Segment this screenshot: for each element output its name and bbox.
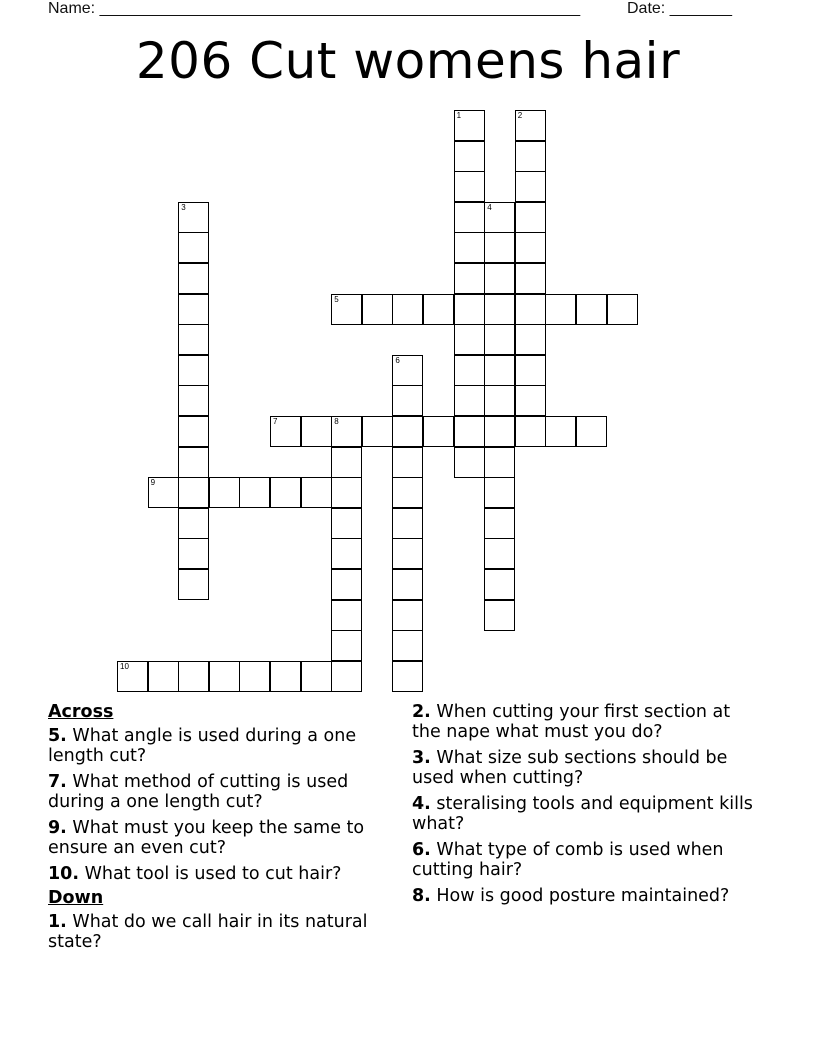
clue-text: How is good posture maintained? — [430, 886, 730, 906]
crossword-cell[interactable] — [331, 447, 362, 478]
crossword-cell[interactable] — [178, 538, 209, 569]
page-title: 206 Cut womens hair — [135, 32, 681, 90]
crossword-cell[interactable] — [178, 263, 209, 294]
clue-item — [48, 772, 393, 812]
crossword-cell[interactable] — [362, 294, 393, 325]
crossword-cell[interactable] — [178, 661, 209, 692]
crossword-cell[interactable] — [515, 355, 546, 386]
crossword-cell[interactable] — [117, 661, 148, 692]
crossword-cell[interactable] — [392, 477, 423, 508]
crossword-cell[interactable] — [454, 232, 485, 263]
clue-number-label: 6. — [412, 840, 431, 860]
crossword-cell[interactable] — [301, 416, 332, 447]
down-clue-list-right — [412, 702, 762, 906]
crossword-cell[interactable] — [454, 202, 485, 233]
crossword-cell[interactable] — [392, 538, 423, 569]
crossword-cell[interactable] — [545, 416, 576, 447]
crossword-cell[interactable] — [392, 416, 423, 447]
clue-item — [412, 794, 762, 834]
clue-number-label: 4. — [412, 794, 431, 814]
clue-number: 4 — [487, 202, 492, 212]
crossword-cell[interactable] — [484, 569, 515, 600]
down-clue-list-left — [48, 912, 393, 952]
crossword-cell[interactable] — [178, 324, 209, 355]
clue-number: 10 — [120, 661, 129, 671]
crossword-cell[interactable] — [515, 232, 546, 263]
crossword-cell[interactable] — [148, 477, 179, 508]
crossword-cell[interactable] — [178, 202, 209, 233]
crossword-cell[interactable] — [484, 416, 515, 447]
clue-text: steralising tools and equipment kills what? — [412, 794, 753, 834]
clue-item — [412, 702, 762, 742]
clues-left-column — [48, 702, 393, 958]
clue-number: 8 — [334, 417, 339, 426]
crossword-cell[interactable] — [331, 569, 362, 600]
clues-right-column — [412, 702, 762, 912]
crossword-cell[interactable] — [331, 477, 362, 508]
crossword-cell[interactable] — [178, 294, 209, 325]
crossword-cell[interactable] — [607, 294, 638, 325]
crossword-cell[interactable] — [178, 569, 209, 600]
clue-item — [48, 912, 393, 952]
clue-item — [48, 726, 393, 766]
crossword-cell[interactable] — [392, 630, 423, 661]
down-heading: Down — [48, 888, 104, 908]
clue-item — [412, 748, 762, 788]
crossword-cell[interactable] — [178, 416, 209, 447]
clue-text: What must you keep the same to ensure an even cut? — [48, 818, 365, 858]
crossword-cell[interactable] — [484, 232, 515, 263]
crossword-cell[interactable] — [148, 661, 179, 692]
clue-item — [48, 864, 393, 884]
crossword-cell[interactable] — [331, 294, 362, 325]
crossword-cell[interactable] — [484, 324, 515, 355]
clue-number: 7 — [273, 417, 278, 426]
crossword-cell[interactable] — [392, 447, 423, 478]
crossword-cell[interactable] — [392, 508, 423, 539]
crossword-cell[interactable] — [515, 324, 546, 355]
crossword-cell[interactable] — [484, 538, 515, 569]
crossword-cell[interactable] — [239, 661, 270, 692]
clue-number: 3 — [181, 202, 186, 212]
clue-text: What do we call hair in its natural state? — [48, 912, 368, 952]
crossword-cell[interactable] — [392, 385, 423, 416]
clue-text: What type of comb is used when cutting hair? — [412, 840, 724, 880]
clue-text: What tool is used to cut hair? — [79, 864, 342, 884]
crossword-cell[interactable] — [301, 477, 332, 508]
crossword-cell[interactable] — [331, 416, 362, 447]
clue-text: What size sub sections should be used when cutting? — [412, 748, 728, 788]
crossword-cell[interactable] — [454, 171, 485, 202]
crossword-cell[interactable] — [270, 661, 301, 692]
crossword-cell[interactable] — [423, 416, 454, 447]
clue-number-label: 8. — [412, 886, 431, 906]
clue-number: 5 — [334, 294, 339, 304]
crossword-cell[interactable] — [239, 477, 270, 508]
crossword-cell[interactable] — [454, 385, 485, 416]
clue-text: What method of cutting is used during a one length cut? — [48, 772, 349, 812]
crossword-cell[interactable] — [392, 294, 423, 325]
crossword-cell[interactable] — [454, 447, 485, 478]
crossword-cell[interactable] — [484, 600, 515, 631]
clue-number: 2 — [517, 111, 523, 120]
crossword-cell[interactable] — [392, 355, 423, 386]
crossword-cell[interactable] — [484, 355, 515, 386]
clue-text: What angle is used during a one length cut? — [48, 726, 357, 766]
crossword-cell[interactable] — [331, 538, 362, 569]
crossword-cell[interactable] — [454, 294, 485, 325]
across-clue-list — [48, 726, 393, 884]
crossword-cell[interactable] — [454, 324, 485, 355]
crossword-cell[interactable] — [484, 477, 515, 508]
crossword-cell[interactable] — [331, 508, 362, 539]
clue-text: When cutting your first section at the nape what must you do? — [412, 702, 731, 742]
clue-number-label: 3. — [412, 748, 431, 768]
crossword-cell[interactable] — [484, 263, 515, 294]
crossword-cell[interactable] — [423, 294, 454, 325]
clue-number-label: 2. — [412, 702, 431, 722]
crossword-cell[interactable] — [545, 294, 576, 325]
clue-number: 9 — [150, 478, 156, 488]
crossword-cell[interactable] — [178, 477, 209, 508]
crossword-cell[interactable] — [454, 416, 485, 447]
crossword-cell[interactable] — [178, 355, 209, 386]
crossword-cell[interactable] — [178, 232, 209, 263]
crossword-cell[interactable] — [362, 416, 393, 447]
crossword-cell[interactable] — [484, 385, 515, 416]
clue-number-label: 10. — [48, 864, 80, 884]
clue-item — [412, 840, 762, 880]
crossword-cell[interactable] — [576, 294, 607, 325]
crossword-cell[interactable] — [454, 141, 485, 172]
date-field-label: Date: _______ — [627, 0, 732, 17]
crossword-cell[interactable] — [484, 447, 515, 478]
crossword-cell[interactable] — [454, 355, 485, 386]
clue-item — [48, 818, 393, 858]
crossword-cell[interactable] — [331, 630, 362, 661]
crossword-cell[interactable] — [178, 447, 209, 478]
crossword-cell[interactable] — [331, 661, 362, 692]
crossword-cell[interactable] — [484, 508, 515, 539]
crossword-cell[interactable] — [576, 416, 607, 447]
crossword-cell[interactable] — [178, 385, 209, 416]
crossword-cell[interactable] — [454, 263, 485, 294]
crossword-cell[interactable] — [515, 171, 546, 202]
crossword-cell[interactable] — [454, 110, 485, 141]
crossword-cell[interactable] — [484, 294, 515, 325]
clue-number-label: 7. — [48, 772, 67, 792]
clue-item — [412, 886, 762, 906]
crossword-cell[interactable] — [484, 202, 515, 233]
crossword-cell[interactable] — [515, 416, 546, 447]
crossword-cell[interactable] — [515, 385, 546, 416]
clue-number-label: 5. — [48, 726, 67, 746]
clue-number-label: 1. — [48, 912, 67, 932]
crossword-cell[interactable] — [270, 477, 301, 508]
name-field-label: Name: ______________________________________________________ — [48, 0, 581, 17]
clue-number: 1 — [456, 111, 462, 120]
crossword-cell[interactable] — [392, 600, 423, 631]
crossword-cell[interactable] — [209, 477, 240, 508]
crossword-cell[interactable] — [270, 416, 301, 447]
crossword-cell[interactable] — [331, 600, 362, 631]
crossword-cell[interactable] — [392, 569, 423, 600]
clue-number-label: 9. — [48, 818, 67, 838]
across-heading: Across — [48, 702, 114, 722]
crossword-cell[interactable] — [515, 263, 546, 294]
crossword-cell[interactable] — [301, 661, 332, 692]
crossword-cell[interactable] — [515, 110, 546, 141]
clue-number: 6 — [395, 355, 400, 365]
crossword-cell[interactable] — [209, 661, 240, 692]
crossword-cell[interactable] — [392, 661, 423, 692]
crossword-cell[interactable] — [515, 202, 546, 233]
crossword-cell[interactable] — [515, 141, 546, 172]
crossword-cell[interactable] — [515, 294, 546, 325]
crossword-cell[interactable] — [178, 508, 209, 539]
